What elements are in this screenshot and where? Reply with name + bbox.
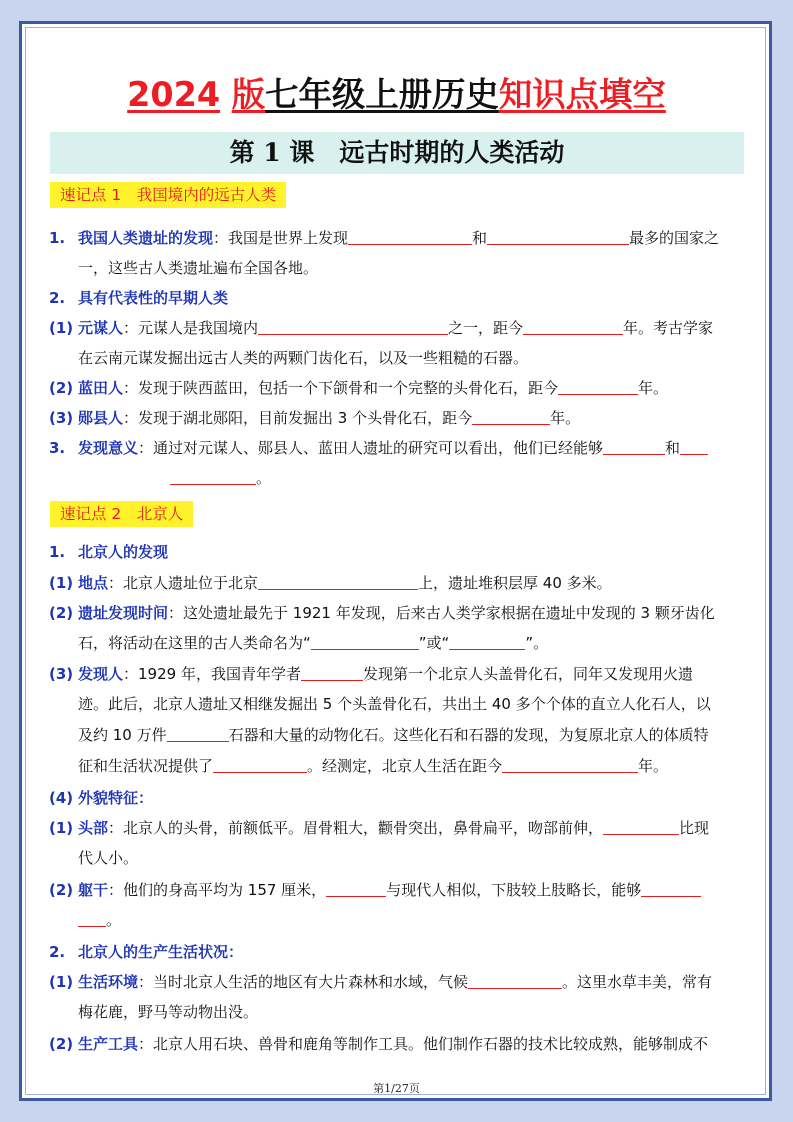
fill-blank[interactable] xyxy=(301,665,363,681)
line-m9 xyxy=(49,972,712,992)
line-5 xyxy=(49,408,580,428)
fill-blank[interactable] xyxy=(213,757,307,773)
line-m7 xyxy=(49,880,701,900)
keyword: 地点 xyxy=(78,574,109,592)
fill-blank[interactable] xyxy=(311,634,419,650)
fill-blank[interactable] xyxy=(258,574,418,590)
fill-blank[interactable] xyxy=(502,757,638,773)
text: 石器和大量的动物化石。这些化石和石器的发现，为复原北京人的体质特 xyxy=(228,726,709,744)
fill-blank[interactable] xyxy=(558,379,638,395)
line-m9-cont: 梅花鹿，野马等动物出没。 xyxy=(78,1003,259,1021)
page-title xyxy=(0,70,793,120)
keyword: 生产工具 xyxy=(78,1035,139,1053)
keyword: 北京人的发现 xyxy=(78,543,169,561)
keyword: 发现人 xyxy=(78,665,124,683)
text: 。 xyxy=(106,911,122,929)
fill-blank[interactable] xyxy=(78,911,106,927)
text: 石，将活动在这里的古人类命名为“ xyxy=(78,634,311,652)
line-m2 xyxy=(49,573,612,593)
text: ：元谋人是我国境内 xyxy=(123,319,259,337)
text: 。这里水草丰美，常有 xyxy=(562,973,713,991)
item-number: 2. xyxy=(49,289,66,307)
line-6-cont xyxy=(78,468,271,488)
item-number: (3) xyxy=(49,409,74,427)
line-m4 xyxy=(49,664,693,684)
item-number: (1) xyxy=(49,819,74,837)
text: 年。考古学家 xyxy=(623,319,714,337)
text: 年。 xyxy=(550,409,581,427)
text: ：北京人遗址位于北京 xyxy=(108,574,259,592)
text: 之一，距今 xyxy=(448,319,524,337)
text: ：我国是世界上发现 xyxy=(213,229,349,247)
item-number: (2) xyxy=(49,379,74,397)
keyword: 蓝田人 xyxy=(78,379,124,397)
text: 。 xyxy=(256,469,272,487)
text: 与现代人相似，下肢较上肢略长，能够 xyxy=(386,881,642,899)
item-number: (4) xyxy=(49,789,74,807)
text: 征和生活状况提供了 xyxy=(78,757,214,775)
keyword: 头部 xyxy=(78,819,109,837)
fill-blank[interactable] xyxy=(167,726,229,742)
text: ：他们的身高平均为 157 厘米， xyxy=(108,881,327,899)
fill-blank[interactable] xyxy=(170,469,256,485)
text: ”或“ xyxy=(418,634,450,652)
item-number: 1. xyxy=(49,543,66,561)
fill-blank[interactable] xyxy=(603,819,679,835)
text: ：发现于湖北郧阳，目前发掘出 3 个头骨化石，距今 xyxy=(123,409,473,427)
text: 年。 xyxy=(638,379,669,397)
keyword: 北京人的生产生活状况： xyxy=(78,943,244,961)
title-tail: 知识点填空 xyxy=(498,75,666,114)
page-number: 第1/27页 xyxy=(373,1082,420,1095)
item-number: (2) xyxy=(49,881,74,899)
line-4 xyxy=(49,378,668,398)
keyword: 遗址发现时间 xyxy=(78,604,169,622)
item-number: (2) xyxy=(49,1035,74,1053)
text: ：北京人用石块、兽骨和鹿角等制作工具。他们制作石器的技术比较成熟，能够制成不 xyxy=(138,1035,709,1053)
text: 。经测定，北京人生活在距今 xyxy=(307,757,503,775)
lesson-heading: 第 1 课 远古时期的人类活动 xyxy=(50,132,744,174)
fill-blank[interactable] xyxy=(641,881,701,897)
fill-blank[interactable] xyxy=(449,634,525,650)
text: ”。 xyxy=(525,634,549,652)
line-m4-cont3 xyxy=(78,756,668,776)
line-1 xyxy=(49,228,719,248)
line-1-cont: 一，这些古人类遗址遍布全国各地。 xyxy=(78,259,319,277)
text: 上，遗址堆积层厚 40 多米。 xyxy=(418,574,612,592)
title-middle: 七年级上册历史 xyxy=(265,75,499,114)
fill-blank[interactable] xyxy=(472,409,550,425)
item-number: (1) xyxy=(49,973,74,991)
line-m4-cont1: 迹。此后，北京人遗址又相继发掘出 5 个头盖骨化石，共出土 40 多个个体的直立人化石人，以 xyxy=(78,695,711,713)
keyword: 生活环境 xyxy=(78,973,139,991)
line-6 xyxy=(49,438,708,458)
line-m5 xyxy=(49,788,153,808)
text: ：当时北京人生活的地区有大片森林和水域，气候 xyxy=(138,973,469,991)
item-number: (2) xyxy=(49,604,74,622)
text: ：发现于陕西蓝田，包括一个下颌骨和一个完整的头骨化石，距今 xyxy=(123,379,559,397)
line-m7-cont xyxy=(78,910,121,930)
line-m6-cont: 代人小。 xyxy=(78,849,139,867)
line-m3-cont xyxy=(78,633,548,653)
item-number: 2. xyxy=(49,943,66,961)
line-m4-cont2 xyxy=(78,725,709,745)
item-number: (3) xyxy=(49,665,74,683)
keyword: 躯干 xyxy=(78,881,109,899)
text: ：这处遗址最先于 1921 年发现，后来古人类学家根据在遗址中发现的 3 颗牙齿化 xyxy=(168,604,715,622)
keyword: 郧县人 xyxy=(78,409,124,427)
fill-blank[interactable] xyxy=(523,319,623,335)
text: ：北京人的头骨，前额低平。眉骨粗大，颧骨突出，鼻骨扁平，吻部前伸， xyxy=(108,819,604,837)
keyword: 元谋人 xyxy=(78,319,124,337)
fill-blank[interactable] xyxy=(468,973,562,989)
item-number: 1. xyxy=(49,229,66,247)
text: 发现第一个北京人头盖骨化石，同年又发现用火遗 xyxy=(362,665,693,683)
line-m3 xyxy=(49,603,715,623)
text: 比现 xyxy=(679,819,710,837)
fill-blank[interactable] xyxy=(487,229,629,245)
fill-blank[interactable] xyxy=(348,229,472,245)
item-number: (1) xyxy=(49,319,74,337)
line-m6 xyxy=(49,818,709,838)
point-2-heading: 速记点 2 北京人 xyxy=(50,501,193,527)
line-3 xyxy=(49,318,713,338)
fill-blank[interactable] xyxy=(326,881,386,897)
title-year: 2024 xyxy=(127,75,221,114)
text: 年。 xyxy=(638,757,669,775)
item-number: 3. xyxy=(49,439,66,457)
text: 和 xyxy=(472,229,488,247)
text: 和 xyxy=(665,439,681,457)
item-number: (1) xyxy=(49,574,74,592)
keyword: 具有代表性的早期人类 xyxy=(78,289,229,307)
keyword: 发现意义 xyxy=(78,439,139,457)
line-3-cont: 在云南元谋发掘出远古人类的两颗门齿化石，以及一些粗糙的石器。 xyxy=(78,349,529,367)
line-m10 xyxy=(49,1034,708,1054)
fill-blank[interactable] xyxy=(258,319,448,335)
title-ban: 版 xyxy=(231,75,266,114)
line-m1 xyxy=(49,542,168,562)
keyword: 外貌特征： xyxy=(78,789,154,807)
fill-blank[interactable] xyxy=(680,439,708,455)
text: 及约 10 万件 xyxy=(78,726,167,744)
line-2 xyxy=(49,288,228,308)
text: 最多的国家之 xyxy=(629,229,720,247)
keyword: 我国人类遗址的发现 xyxy=(78,229,214,247)
line-m8 xyxy=(49,942,243,962)
point-1-heading: 速记点 1 我国境内的远古人类 xyxy=(50,182,286,208)
text: ：通过对元谋人、郧县人、蓝田人遗址的研究可以看出，他们已经能够 xyxy=(138,439,604,457)
fill-blank[interactable] xyxy=(603,439,665,455)
text: ：1929 年，我国青年学者 xyxy=(123,665,301,683)
